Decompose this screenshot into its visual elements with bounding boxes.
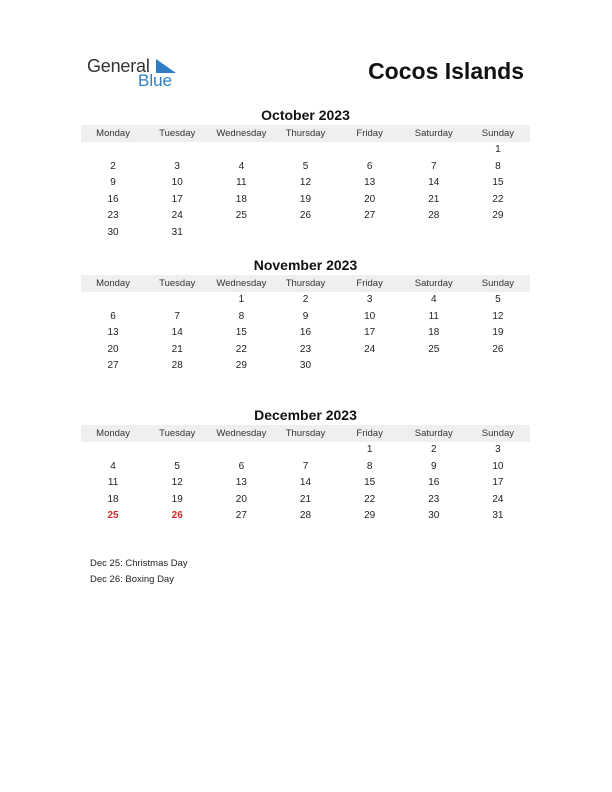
holiday-note: Dec 26: Boxing Day: [90, 573, 174, 585]
day-cell: 15: [364, 477, 376, 488]
country-title: Cocos Islands: [368, 58, 524, 84]
day-cell: 16: [107, 193, 119, 205]
day-cell: 12: [299, 177, 312, 188]
week-row: [81, 475, 530, 492]
logo-text-general: General: [87, 56, 150, 76]
day-cell: 21: [299, 493, 312, 505]
day-cell: 14: [428, 177, 440, 188]
logo-text-blue: Blue: [138, 71, 173, 90]
weekday-header: Sunday: [481, 278, 515, 289]
day-cell: 21: [171, 343, 183, 355]
day-cell: 1: [366, 444, 373, 455]
empty-day-cell: [402, 225, 466, 242]
day-cell: 7: [174, 310, 180, 322]
weekday-header: Sunday: [481, 128, 515, 139]
day-cell: 23: [428, 493, 440, 505]
empty-day-cell: [81, 292, 145, 309]
month-title: October 2023: [261, 107, 350, 123]
day-cell: 31: [492, 510, 504, 521]
empty-day-cell: [81, 442, 145, 459]
day-cell: 5: [302, 160, 309, 172]
day-cell: 11: [236, 177, 247, 188]
day-cell: 30: [107, 226, 119, 238]
day-cell: 22: [235, 343, 247, 355]
day-cell: 18: [235, 193, 247, 205]
day-cell: 12: [492, 310, 504, 322]
week-row: [81, 442, 530, 459]
empty-day-cell: [145, 142, 209, 159]
day-cell: 17: [171, 193, 183, 205]
day-cell: 30: [299, 360, 312, 371]
day-cell: 5: [174, 460, 180, 472]
day-cell: 13: [107, 327, 119, 338]
day-cell: 7: [430, 160, 437, 172]
day-cell: 24: [492, 493, 504, 505]
empty-day-cell: [145, 442, 209, 459]
day-cell: 28: [171, 360, 183, 371]
day-cell: 23: [299, 343, 312, 355]
day-cell: 28: [428, 210, 440, 221]
weekday-header: Friday: [356, 128, 383, 139]
general-blue-logo: [87, 56, 187, 92]
day-cell: 6: [238, 460, 245, 472]
day-cell: 16: [428, 477, 440, 488]
week-row: [81, 292, 530, 309]
week-row: [81, 225, 530, 242]
week-row: [81, 508, 530, 525]
day-cell: 20: [235, 493, 247, 505]
day-cell: 9: [110, 177, 116, 188]
day-cell: 6: [366, 160, 373, 172]
week-row: [81, 342, 530, 359]
week-row: [81, 492, 530, 509]
day-cell: 14: [171, 327, 183, 338]
weekday-header: Saturday: [414, 428, 453, 439]
day-cell: 4: [430, 294, 437, 305]
week-row: [81, 142, 530, 159]
month-october: [81, 106, 530, 241]
empty-day-cell: [338, 225, 402, 242]
week-row: [81, 159, 530, 176]
day-cell: 13: [235, 477, 247, 488]
day-cell: 27: [364, 210, 376, 221]
day-cell: 3: [366, 294, 373, 305]
week-row: [81, 358, 530, 375]
day-cell: 27: [107, 360, 119, 371]
day-cell: 29: [235, 360, 247, 371]
empty-day-cell: [145, 292, 209, 309]
day-cell: 25: [235, 210, 247, 221]
weekday-header: Monday: [96, 278, 130, 289]
day-cell: 10: [492, 460, 504, 472]
day-cell: 22: [492, 193, 504, 205]
day-cell: 2: [110, 160, 116, 172]
day-cell: 2: [430, 444, 437, 455]
day-cell: 1: [495, 144, 501, 155]
empty-day-cell: [209, 442, 273, 459]
empty-day-cell: [338, 142, 402, 159]
weekday-header: Thursday: [285, 278, 326, 289]
day-cell: 22: [364, 493, 376, 505]
day-cell: 13: [364, 177, 376, 188]
day-cell: 19: [171, 493, 183, 505]
holiday-day-cell: 26: [171, 510, 183, 521]
day-cell: 2: [302, 294, 309, 305]
day-cell: 5: [495, 294, 501, 305]
empty-day-cell: [402, 142, 466, 159]
weekday-header: Wednesday: [216, 128, 267, 139]
weekday-header: Monday: [96, 428, 130, 439]
day-cell: 3: [495, 444, 501, 455]
weekday-header-row: [81, 425, 530, 442]
empty-day-cell: [466, 358, 530, 375]
day-cell: 11: [428, 310, 439, 322]
day-cell: 18: [428, 327, 440, 338]
day-cell: 20: [364, 193, 376, 205]
week-row: [81, 309, 530, 326]
day-cell: 29: [492, 210, 504, 221]
day-cell: 10: [364, 310, 376, 322]
day-cell: 9: [302, 310, 309, 322]
empty-day-cell: [209, 142, 273, 159]
empty-day-cell: [273, 225, 337, 242]
weekday-header: Friday: [356, 278, 383, 289]
empty-day-cell: [466, 225, 530, 242]
weekday-header-row: [81, 125, 530, 142]
empty-day-cell: [273, 142, 337, 159]
week-row: [81, 208, 530, 225]
day-cell: 24: [171, 210, 183, 221]
day-cell: 29: [364, 510, 376, 521]
empty-day-cell: [209, 225, 273, 242]
day-cell: 23: [107, 210, 119, 221]
weekday-header: Thursday: [285, 428, 326, 439]
day-cell: 21: [428, 193, 440, 205]
day-cell: 8: [495, 160, 501, 172]
day-cell: 8: [366, 460, 373, 472]
weekday-header-row: [81, 275, 530, 292]
week-row: [81, 175, 530, 192]
day-cell: 31: [171, 226, 183, 238]
day-cell: 15: [492, 177, 504, 188]
day-cell: 17: [364, 327, 376, 338]
day-cell: 19: [299, 193, 312, 205]
day-cell: 4: [110, 460, 116, 472]
holiday-notes: [90, 556, 188, 587]
weekday-header: Tuesday: [159, 128, 196, 139]
weekday-header: Sunday: [481, 428, 515, 439]
weekday-header: Saturday: [414, 128, 453, 139]
holiday-note: Dec 25: Christmas Day: [90, 558, 188, 569]
day-cell: 9: [430, 460, 437, 472]
day-cell: 26: [492, 343, 504, 355]
day-cell: 7: [302, 460, 309, 472]
empty-day-cell: [81, 142, 145, 159]
day-cell: 26: [299, 210, 312, 221]
day-cell: 25: [428, 343, 440, 355]
weekday-header: Friday: [356, 428, 383, 439]
month-december: [81, 406, 530, 525]
day-cell: 8: [238, 310, 245, 322]
weekday-header: Wednesday: [216, 278, 267, 289]
day-cell: 16: [299, 327, 312, 338]
day-cell: 17: [492, 477, 504, 488]
weekday-header: Wednesday: [216, 428, 267, 439]
day-cell: 6: [110, 310, 116, 322]
day-cell: 3: [174, 160, 180, 172]
holiday-day-cell: 25: [107, 510, 119, 521]
empty-day-cell: [273, 442, 337, 459]
day-cell: 19: [492, 327, 504, 338]
empty-day-cell: [338, 358, 402, 375]
weekday-header: Tuesday: [159, 428, 196, 439]
day-cell: 4: [238, 160, 245, 172]
month-title: December 2023: [254, 407, 357, 423]
month-title: November 2023: [253, 257, 358, 273]
month-november: [81, 256, 530, 375]
day-cell: 10: [171, 177, 183, 188]
week-row: [81, 192, 530, 209]
day-cell: 24: [364, 343, 376, 355]
day-cell: 30: [428, 510, 440, 521]
day-cell: 14: [299, 477, 312, 488]
day-cell: 27: [235, 510, 247, 521]
weekday-header: Tuesday: [159, 278, 196, 289]
day-cell: 20: [107, 343, 119, 355]
day-cell: 1: [238, 294, 245, 305]
day-cell: 15: [235, 327, 247, 338]
day-cell: 28: [299, 510, 312, 521]
weekday-header: Monday: [96, 128, 130, 139]
week-row: [81, 459, 530, 476]
day-cell: 18: [107, 493, 119, 505]
weekday-header: Saturday: [414, 278, 453, 289]
weekday-header: Thursday: [285, 128, 326, 139]
day-cell: 11: [107, 477, 119, 488]
day-cell: 12: [171, 477, 183, 488]
week-row: [81, 325, 530, 342]
empty-day-cell: [402, 358, 466, 375]
